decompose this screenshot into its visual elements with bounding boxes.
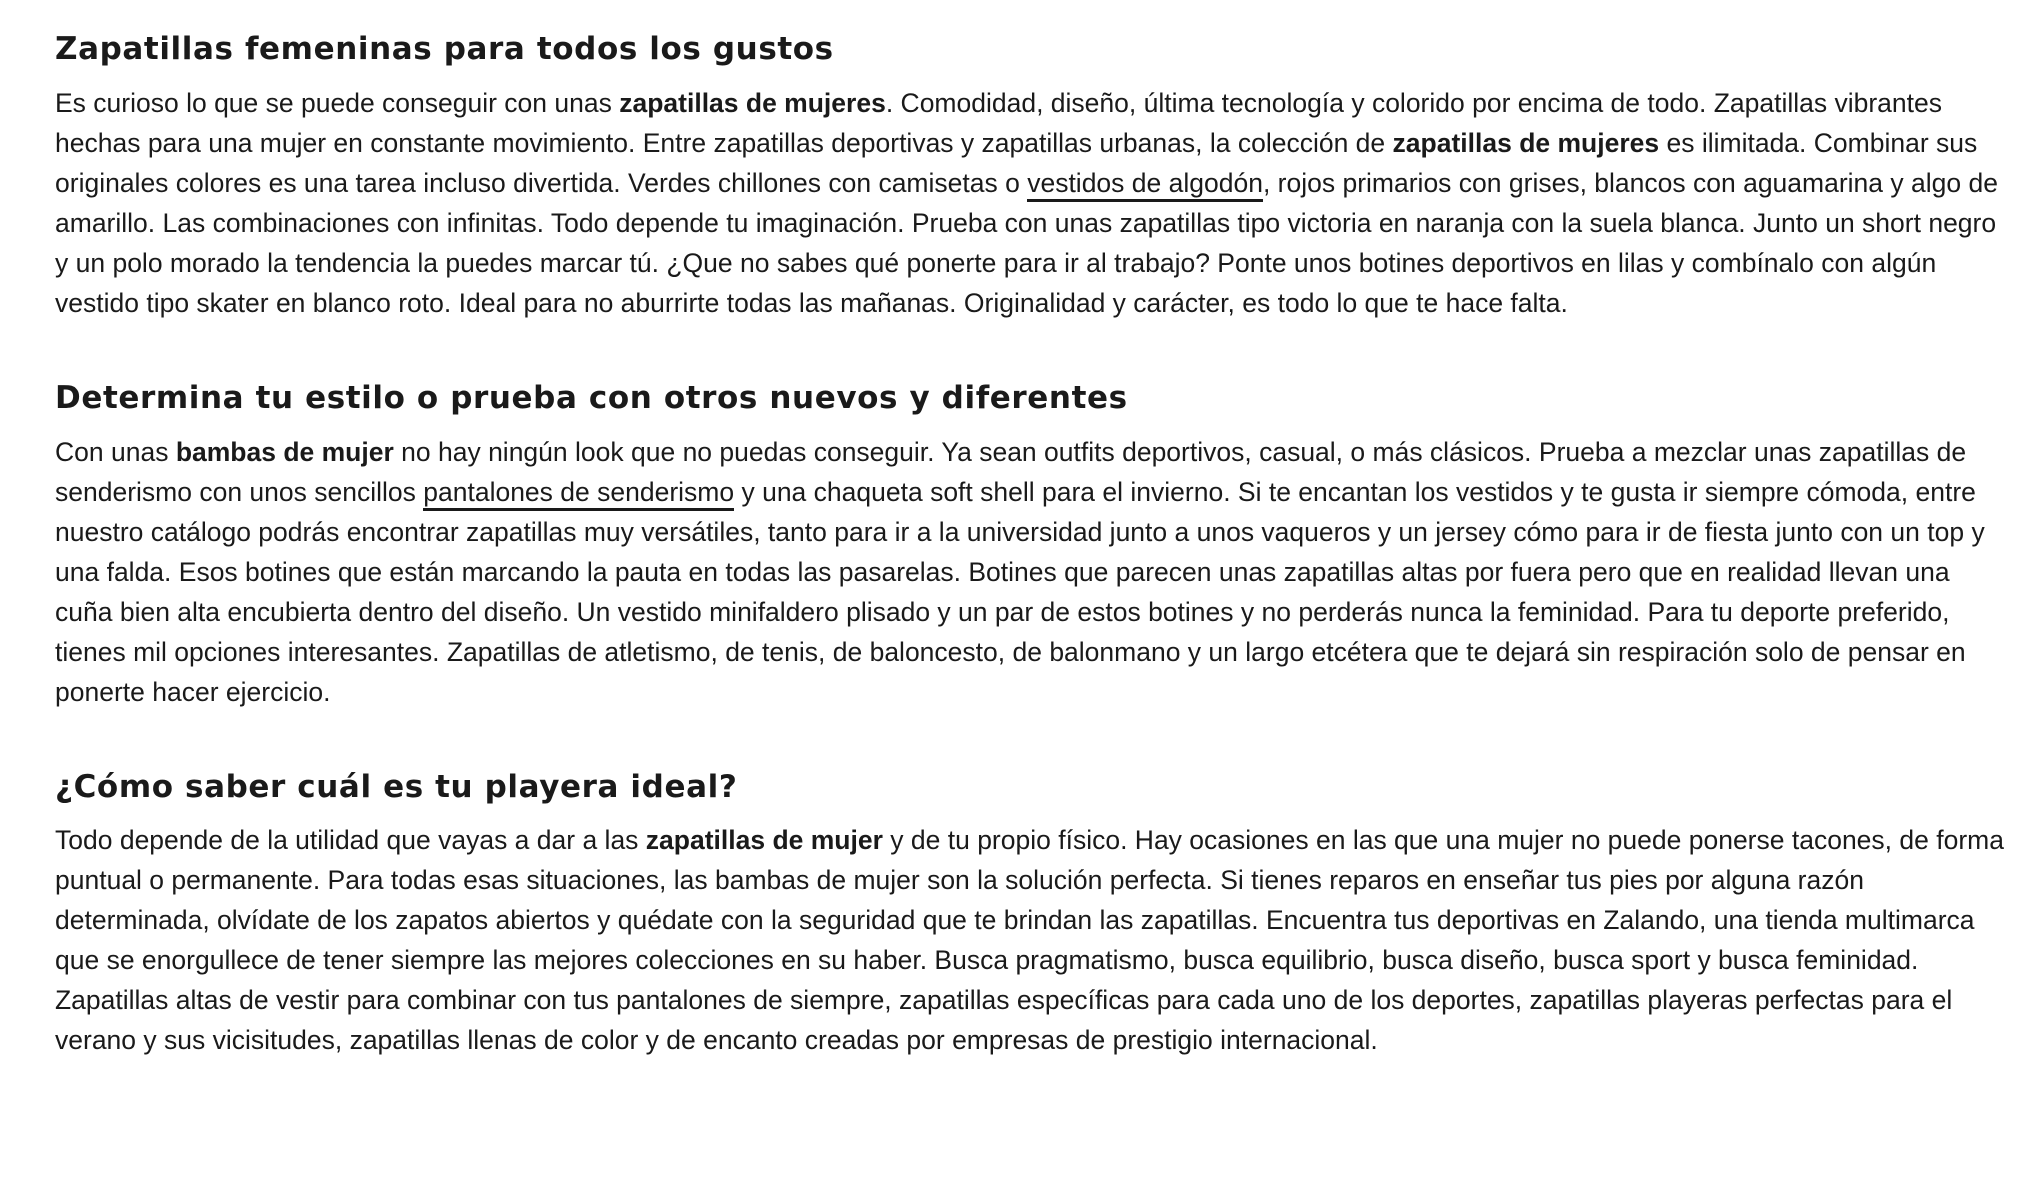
section-paragraph xyxy=(55,820,2005,1060)
section-playera-ideal xyxy=(55,768,2005,1061)
text-run: y una chaqueta soft shell para el invierno. Si te encantan los vestidos y te gusta ir siempre cómoda, entre nuestro catálogo podrás encontrar zapatillas muy versátiles, tanto para ir a la universidad junto a unos vaqueros y un jersey cómo para ir de fiesta junto con un top y una falda. Esos botines que están marcando la pauta en todas las pasarelas. Botines que parecen unas zapatillas altas por fuera pero que en realidad llevan una cuña bien alta encubierta dentro del diseño. Un vestido minifaldero plisado y un par de estos botines y no perderás nunca la feminidad. Para tu deporte preferido, tienes mil opciones interesantes. Zapatillas de atletismo, de tenis, de baloncesto, de balonmano y un largo etcétera que te dejará sin respiración solo de pensar en ponerte hacer ejercicio. xyxy=(55,476,1985,707)
text-run: es ilimitada. Combinar sus originales colores es una tarea incluso divertida. Verdes chillones con camisetas o xyxy=(55,127,1978,198)
text-run: , rojos primarios con grises, blancos con aguamarina y algo de amarillo. Las combinaciones con infinitas. Todo depende tu imaginación. Prueba con unas zapatillas tipo victoria en naranja con la suela blanca. Junto un short negro y un polo morado la tendencia la puedes marcar tú. ¿Que no sabes qué ponerte para ir al trabajo? Ponte unos botines deportivos en lilas y combínalo con algún vestido tipo skater en blanco roto. Ideal para no aburrirte todas las mañanas. Originalidad y carácter, es todo lo que te hace falta. xyxy=(55,167,1998,318)
bold-keyword: zapatillas de mujeres xyxy=(1392,127,1660,158)
text-run: Todo depende de la utilidad que vayas a dar a las xyxy=(55,825,646,856)
section-paragraph xyxy=(55,83,2005,323)
text-run: Es curioso lo que se puede conseguir con unas xyxy=(55,87,620,118)
section-zapatillas-femeninas xyxy=(55,30,2005,323)
link-pantalones-de-senderismo[interactable]: pantalones de senderismo xyxy=(423,477,734,511)
section-paragraph xyxy=(55,432,2005,712)
link-vestidos-de-algodon[interactable]: vestidos de algodón xyxy=(1027,168,1263,202)
bold-keyword: zapatillas de mujer xyxy=(645,825,883,856)
section-heading: ¿Cómo saber cuál es tu playera ideal? xyxy=(55,768,738,805)
section-heading: Determina tu estilo o prueba con otros nuevos y diferentes xyxy=(55,379,1128,416)
text-run: y de tu propio físico. Hay ocasiones en las que una mujer no puede ponerse tacones, de forma puntual o permanente. Para todas esas situaciones, las bambas de mujer son la solución perfecta. Si tienes reparos en enseñar tus pies por alguna razón determinada, olvídate de los zapatos abiertos y quédate con la seguridad que te brindan las zapatillas. Encuentra tus deportivas en Zalando, una tienda multimarca que se enorgullece de tener siempre las mejores colecciones en su haber. Busca pragmatismo, busca equilibrio, busca diseño, busca sport y busca feminidad. Zapatillas altas de vestir para combinar con tus pantalones de siempre, zapatillas específicas para cada uno de los deportes, zapatillas playeras perfectas para el verano y sus vicisitudes, zapatillas llenas de color y de encanto creadas por empresas de prestigio internacional. xyxy=(55,825,2004,1056)
text-run: no hay ningún look que no puedas conseguir. Ya sean outfits deportivos, casual, o más clásicos. Prueba a mezclar unas zapatillas de senderismo con unos sencillos xyxy=(55,436,1967,507)
bold-keyword: zapatillas de mujeres xyxy=(619,87,886,118)
section-determina-tu-estilo xyxy=(55,379,2005,712)
article-content xyxy=(55,30,2005,1060)
text-run: Con unas xyxy=(55,436,176,467)
section-heading: Zapatillas femeninas para todos los gustos xyxy=(55,31,834,67)
text-run: . Comodidad, diseño, última tecnología y colorido por encima de todo. Zapatillas vibrantes hechas para una mujer en constante movimiento. Entre zapatillas deportivas y zapatillas urbanas, la colección de xyxy=(55,87,1942,158)
bold-keyword: bambas de mujer xyxy=(175,436,394,467)
